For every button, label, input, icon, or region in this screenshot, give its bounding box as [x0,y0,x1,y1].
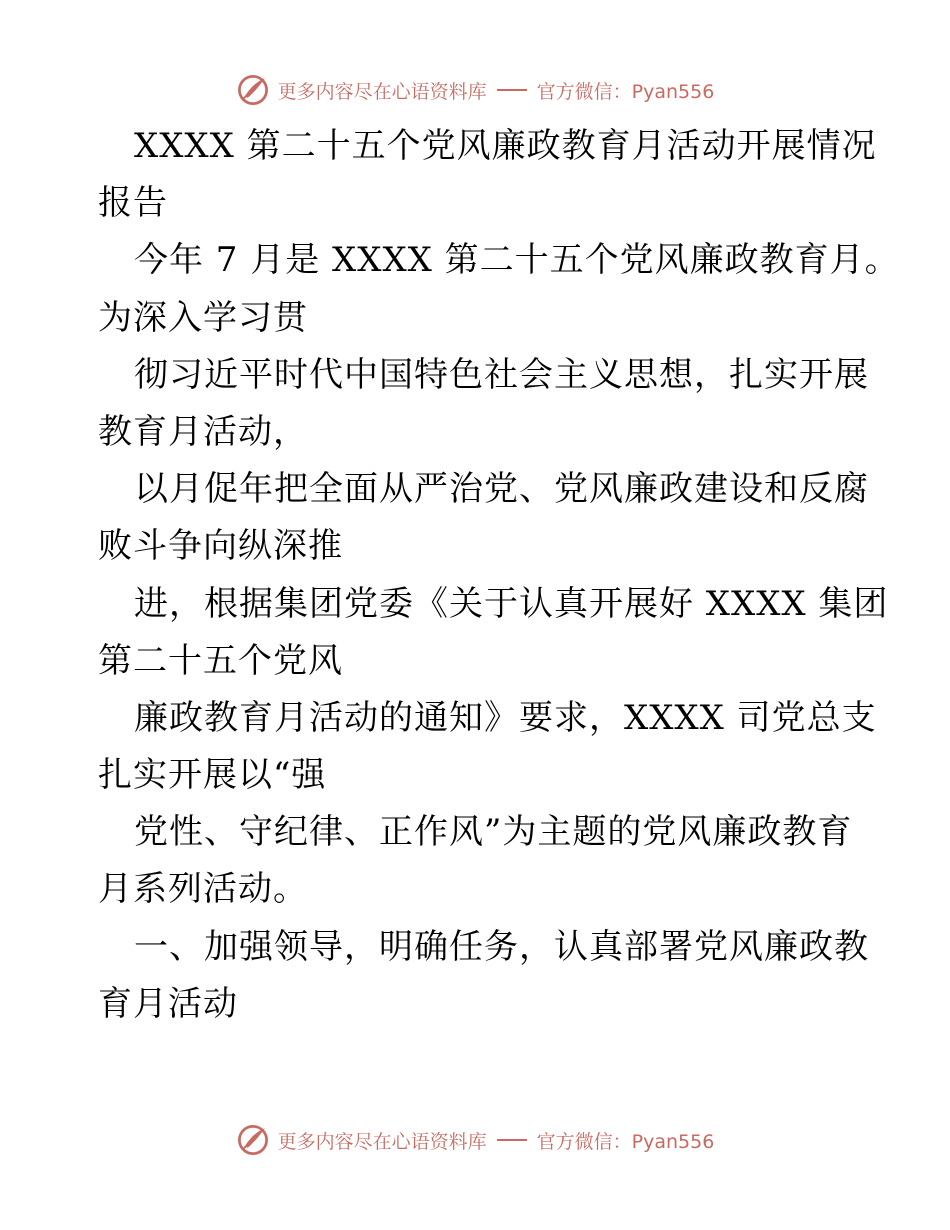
watermark-contact-text: 官方微信：Pyan556 [536,80,715,103]
feather-pen-logo-icon [236,73,270,107]
watermark-dash [497,1139,527,1141]
text-line: 今年 7 月是 XXXX 第二十五个党风廉政教育月。 [134,240,900,281]
watermark-site-text: 更多内容尽在心语资料库 [277,80,487,103]
section-heading-line: 一、加强领导，明确任务，认真部署党风廉政教 [134,926,869,967]
text-line: XXXX 第二十五个党风廉政教育月活动开展情况 [134,126,877,166]
text-line: 廉政教育月活动的通知》要求，XXXX 司党总支 [134,697,877,738]
text-line: 第二十五个党风 [98,640,343,681]
watermark-site-text: 更多内容尽在心语资料库 [277,1130,487,1153]
document-body [98,118,900,1033]
text-line: 扎实开展以“强 [98,755,327,796]
text-line: 以月促年把全面从严治党、党风廉政建设和反腐 [134,469,869,510]
text-line: 党性、守纪律、正作风”为主题的党风廉政教育 [134,812,853,853]
watermark-contact-text: 官方微信：Pyan556 [536,1130,715,1153]
watermark-dash [497,89,527,91]
text-line: 败斗争向纵深推 [98,526,343,567]
text-line: 为深入学习贯 [98,297,308,338]
text-line: 教育月活动， [98,411,308,452]
text-line: 月系列活动。 [98,869,308,910]
watermark-banner-bottom [0,1120,950,1160]
text-line: 进，根据集团党委《关于认真开展好 XXXX 集团 [134,583,889,624]
text-line: 彻习近平时代中国特色社会主义思想，扎实开展 [134,354,869,395]
watermark-banner-top [0,70,950,110]
feather-pen-logo-icon [236,1123,270,1157]
section-heading-line: 育月活动 [98,983,238,1024]
text-line: 报告 [98,183,168,224]
